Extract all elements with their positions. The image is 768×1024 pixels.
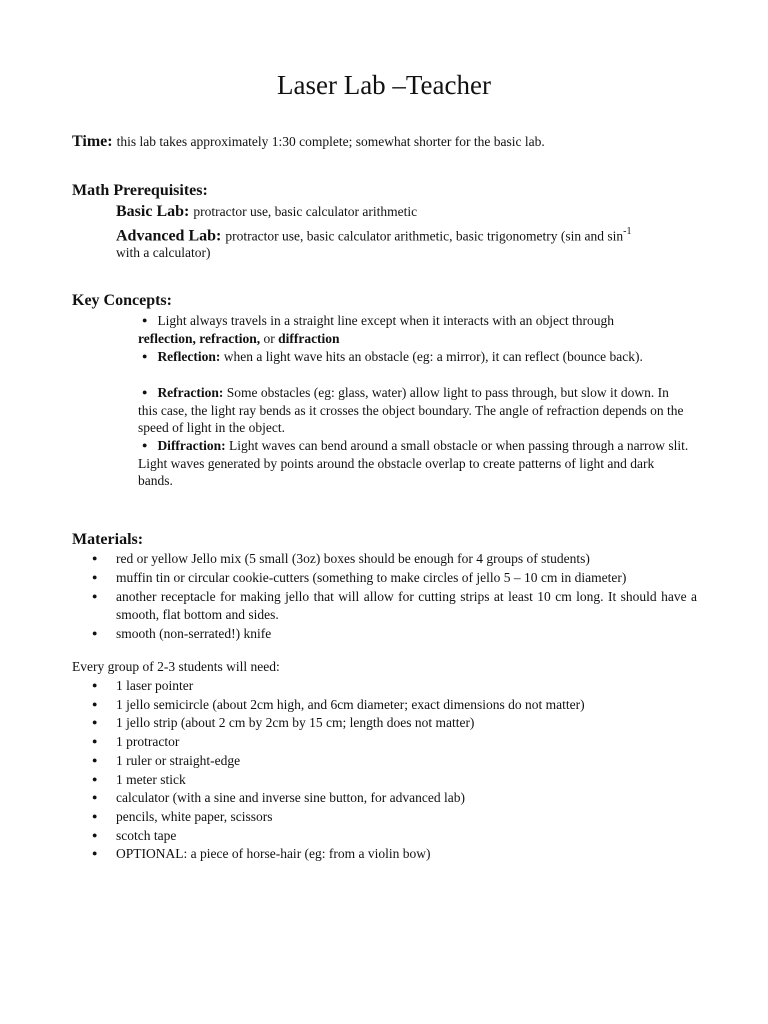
group-needs-intro: Every group of 2-3 students will need: xyxy=(72,659,280,674)
bullet-icon: ● xyxy=(92,736,98,747)
advanced-lab-line xyxy=(116,226,716,245)
bullet-icon: ● xyxy=(142,351,148,361)
advanced-lab-sup: -1 xyxy=(623,226,632,237)
bullet-icon: ● xyxy=(92,591,98,601)
materials-heading: Materials: xyxy=(72,531,144,548)
group-needs-item: 1 jello semicircle (about 2cm high, and 6cm diameter; exact dimensions do not matter) xyxy=(116,696,585,712)
materials-item: smooth (non-serrated!) knife xyxy=(116,626,272,641)
group-needs-item: pencils, white paper, scissors xyxy=(116,808,273,824)
bullet-icon: ● xyxy=(142,315,148,325)
bullet-icon: ● xyxy=(92,680,98,690)
key-concept-bold: reflection, refraction, xyxy=(138,330,261,346)
bullet-icon: ● xyxy=(142,387,148,397)
key-concept-text: Some obstacles (eg: glass, water) allow light to pass through, but slow it down. In this case, the light ray bends as it crosses the object boundary. The angle of refraction depends on the speed of light in the object. xyxy=(138,385,684,435)
bullet-icon: ● xyxy=(92,773,98,784)
time-label: Time: xyxy=(72,133,113,150)
materials-item: another receptacle for making jello that will allow for cutting strips at least 10 cm long. It should have a smooth, flat bottom and sides. xyxy=(116,589,697,622)
group-needs-item: scotch tape xyxy=(116,827,177,843)
time-line xyxy=(72,133,545,151)
key-concept-item xyxy=(138,384,690,437)
key-concept-label: Reflection: xyxy=(157,349,221,364)
bullet-icon: ● xyxy=(92,717,98,728)
group-needs-item: 1 meter stick xyxy=(116,771,186,787)
bullet-icon: ● xyxy=(142,440,148,450)
key-concepts-heading: Key Concepts: xyxy=(72,292,172,309)
key-concept-item xyxy=(138,312,690,347)
bullet-icon: ● xyxy=(92,848,98,859)
bullet-icon: ● xyxy=(92,810,98,821)
group-needs-item: OPTIONAL: a piece of horse-hair (eg: from a violin bow) xyxy=(116,846,431,862)
materials-item: red or yellow Jello mix (5 small (3oz) boxes should be enough for 4 groups of students) xyxy=(116,551,590,566)
materials-item: muffin tin or circular cookie-cutters (something to make circles of jello 5 – 10 cm in diameter) xyxy=(116,570,627,585)
page-title: Laser Lab –Teacher xyxy=(277,70,491,100)
key-concept-or: or xyxy=(260,330,279,346)
basic-lab-text: protractor use, basic calculator arithmetic xyxy=(193,204,418,219)
group-needs-item: 1 jello strip (about 2 cm by 2cm by 15 cm; length does not matter) xyxy=(116,715,475,731)
key-concept-text: when a light wave hits an obstacle (eg: a mirror), it can reflect (bounce back). xyxy=(223,349,643,364)
bullet-icon: ● xyxy=(92,553,98,563)
bullet-icon: ● xyxy=(92,698,98,709)
advanced-lab-text: protractor use, basic calculator arithmetic, basic trigonometry (sin and sin xyxy=(225,228,624,244)
key-concept-text: Light waves can bend around a small obstacle or when passing through a narrow slit. Light waves generated by points around the obstacle overlap to create patterns of light and dark bands. xyxy=(138,438,689,488)
key-concept-bold: diffraction xyxy=(278,330,340,346)
basic-lab-label: Basic Lab: xyxy=(116,203,190,220)
advanced-lab-label: Advanced Lab: xyxy=(116,227,222,245)
bullet-icon: ● xyxy=(92,792,98,803)
group-needs-item: 1 protractor xyxy=(116,734,180,750)
key-concept-item xyxy=(138,348,690,366)
key-concept-label: Diffraction: xyxy=(157,438,226,453)
group-needs-item: 1 laser pointer xyxy=(116,678,194,693)
bullet-icon: ● xyxy=(92,628,98,638)
group-needs-item: 1 ruler or straight-edge xyxy=(116,752,241,768)
key-concept-label: Refraction: xyxy=(157,385,224,400)
time-text: this lab takes approximately 1:30 complete; somewhat shorter for the basic lab. xyxy=(116,134,545,149)
basic-lab-line xyxy=(116,203,417,221)
key-concept-text: Light always travels in a straight line except when it interacts with an object through xyxy=(157,313,615,328)
key-concept-item xyxy=(138,437,690,490)
bullet-icon: ● xyxy=(92,754,98,765)
group-needs-item: calculator (with a sine and inverse sine button, for advanced lab) xyxy=(116,790,465,806)
bullet-icon: ● xyxy=(92,572,98,582)
bullet-icon: ● xyxy=(92,829,98,840)
math-prereq-heading: Math Prerequisites: xyxy=(72,182,208,199)
advanced-lab-text-cont: with a calculator) xyxy=(116,245,211,260)
